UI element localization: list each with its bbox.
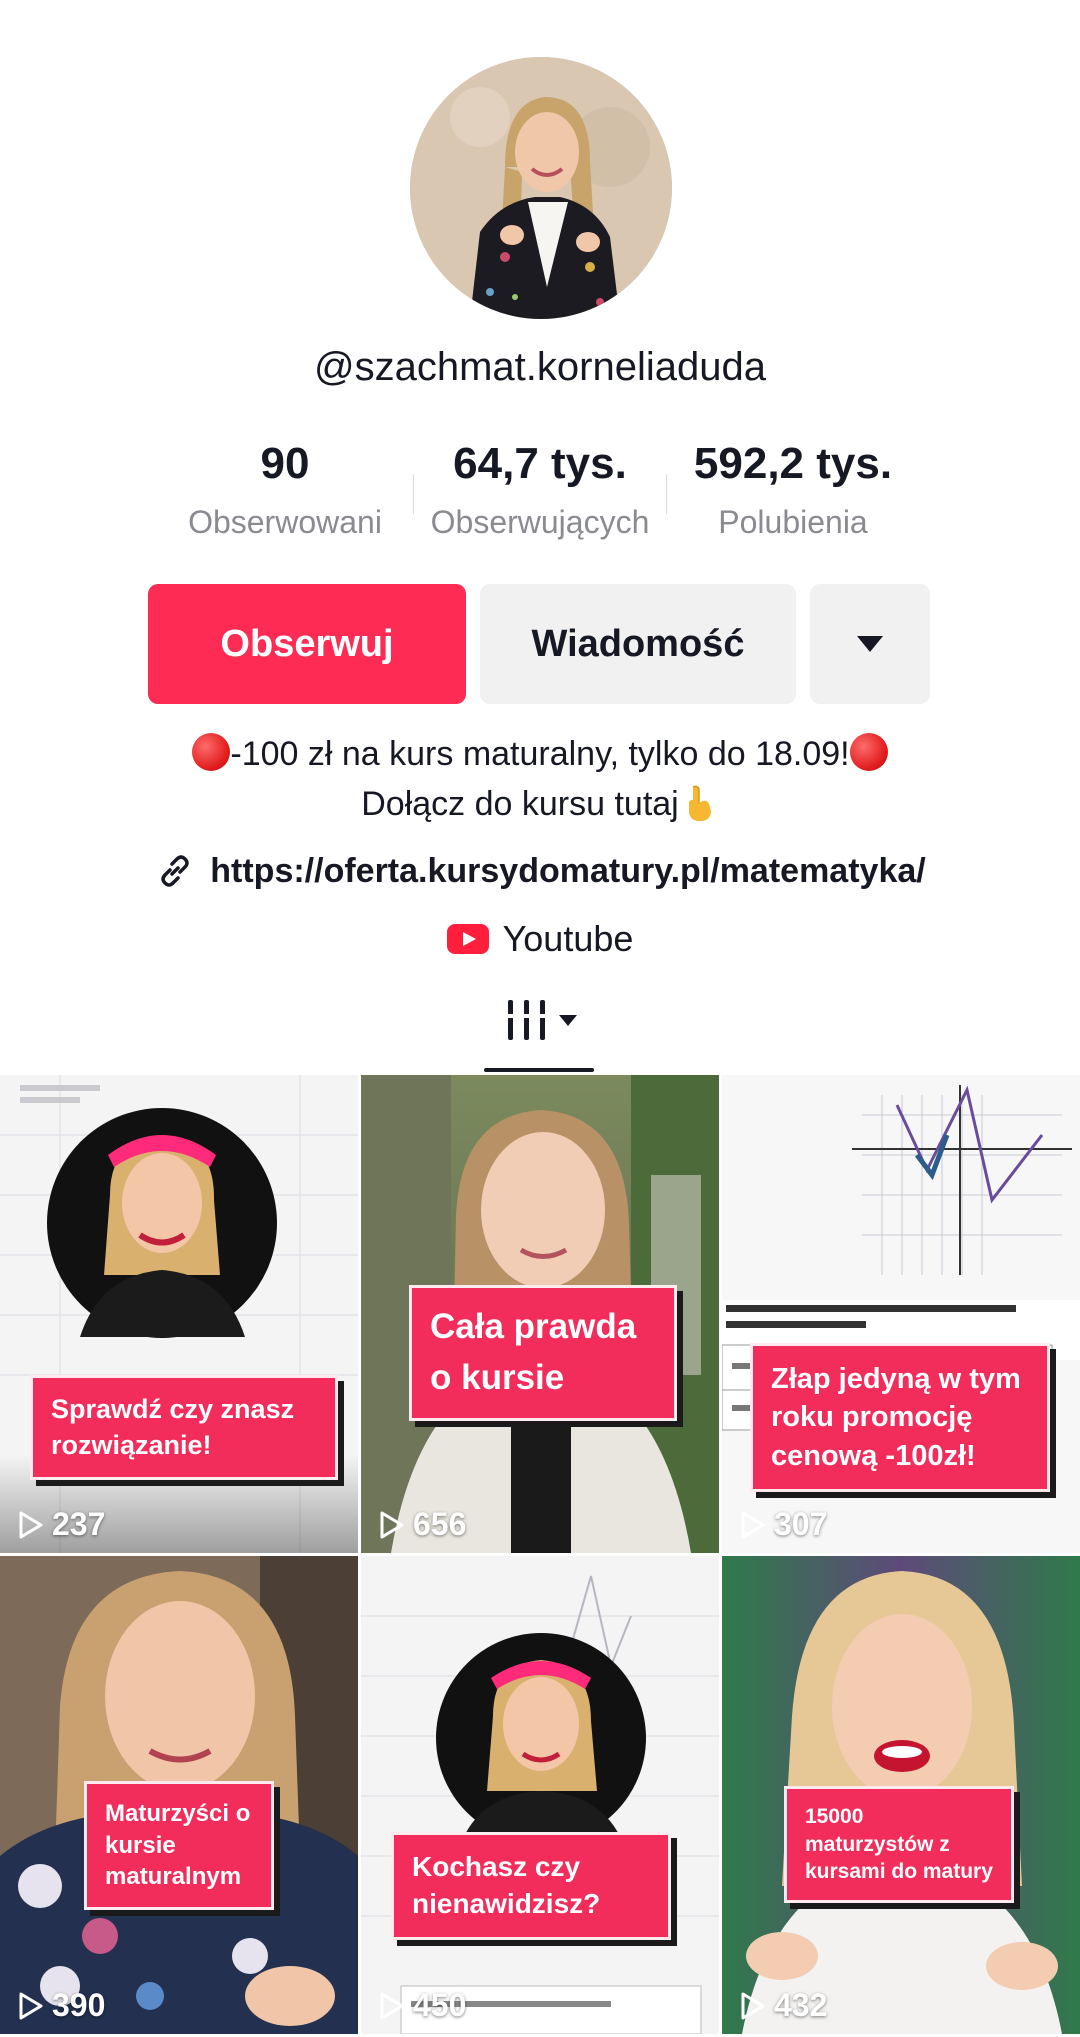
video-views: [379, 1987, 466, 2024]
content-tabs: [0, 990, 1080, 1075]
follow-button[interactable]: Obserwuj: [148, 584, 466, 704]
stat-likes-value: 592,2 tys.: [693, 439, 893, 488]
video-views: [379, 1506, 466, 1543]
video-thumbnail: [361, 1556, 719, 2034]
play-icon: [379, 1991, 405, 2021]
play-icon: [740, 1991, 766, 2021]
stat-followers[interactable]: [415, 440, 665, 541]
video-views: [740, 1506, 827, 1543]
video-views-count: 432: [774, 1987, 828, 2023]
profile-avatar[interactable]: [410, 57, 672, 319]
video-caption: [30, 1375, 338, 1480]
bio-line-1: [0, 733, 1080, 774]
video-caption: [391, 1832, 671, 1940]
video-caption: [84, 1781, 274, 1910]
video-tile[interactable]: [0, 1075, 358, 1553]
avatar-photo: [410, 57, 672, 319]
video-tile[interactable]: [722, 1075, 1080, 1553]
video-views: [18, 1506, 105, 1543]
stat-followers-label: Obserwujących: [430, 504, 650, 541]
more-options-button[interactable]: [810, 584, 930, 704]
video-views: [740, 1987, 827, 2024]
video-caption-text: Sprawdź czy znasz rozwiązanie!: [51, 1394, 295, 1460]
stat-followers-value: 64,7 tys.: [453, 439, 627, 488]
stat-divider: [666, 474, 667, 514]
videos-grid-icon: [508, 1000, 545, 1040]
chevron-down-icon: [559, 1015, 577, 1026]
video-caption: [409, 1285, 677, 1421]
stat-likes-label: Polubienia: [718, 504, 868, 541]
video-views-count: 656: [413, 1506, 467, 1542]
message-button[interactable]: Wiadomość: [480, 584, 796, 704]
video-caption-text: Kochasz czy nienawidzisz?: [412, 1851, 601, 1919]
video-caption-text: Złap jedyną w tym roku promocję cenową -100zł!: [771, 1363, 1021, 1472]
red-circle-icon: [192, 733, 230, 771]
profile-username: @szachmat.korneliaduda: [314, 345, 766, 389]
video-tile[interactable]: [722, 1556, 1080, 2034]
video-caption-text: 15000 maturzystów z kursami do matury: [805, 1805, 993, 1884]
video-caption-text: Maturzyści o kursie maturalnym: [105, 1800, 251, 1891]
stat-following-value: 90: [260, 439, 310, 488]
red-circle-icon: [850, 733, 888, 771]
video-tile[interactable]: [0, 1556, 358, 2034]
video-caption-text: Cała prawda o kursie: [430, 1307, 637, 1397]
pointing-down-hand-icon: [679, 783, 719, 823]
bio-line-2: [0, 783, 1080, 824]
youtube-link[interactable]: [0, 918, 1080, 960]
tab-videos[interactable]: [508, 1000, 577, 1040]
stat-divider: [413, 474, 414, 514]
profile-stats: [0, 440, 1080, 550]
bio-link[interactable]: [0, 850, 1080, 892]
tab-active-indicator: [484, 1068, 594, 1072]
link-icon: [154, 850, 196, 892]
bio-line-2-text: Dołącz do kursu tutaj: [361, 785, 679, 823]
video-tile[interactable]: [361, 1556, 719, 2034]
play-icon: [18, 1510, 44, 1540]
video-views-count: 237: [52, 1506, 106, 1542]
video-views-count: 450: [413, 1987, 467, 2023]
video-caption: [784, 1786, 1014, 1903]
video-views: [18, 1987, 105, 2024]
video-tile[interactable]: [361, 1075, 719, 1553]
play-icon: [379, 1510, 405, 1540]
bio-link-text: https://oferta.kursydomatury.pl/matematyka/: [210, 851, 926, 890]
video-grid: [0, 1075, 1080, 2037]
stat-likes[interactable]: [668, 440, 918, 541]
play-icon: [18, 1991, 44, 2021]
video-views-count: 390: [52, 1987, 106, 2023]
play-icon: [740, 1510, 766, 1540]
stat-following[interactable]: [160, 440, 410, 541]
youtube-icon: [447, 924, 489, 954]
video-thumbnail: [0, 1075, 358, 1553]
bio-line-1-text: -100 zł na kurs maturalny, tylko do 18.09!: [230, 735, 850, 773]
video-caption: [750, 1343, 1050, 1492]
youtube-label: Youtube: [502, 918, 634, 959]
caret-down-icon: [857, 636, 883, 652]
video-views-count: 307: [774, 1506, 828, 1542]
stat-following-label: Obserwowani: [188, 504, 382, 541]
